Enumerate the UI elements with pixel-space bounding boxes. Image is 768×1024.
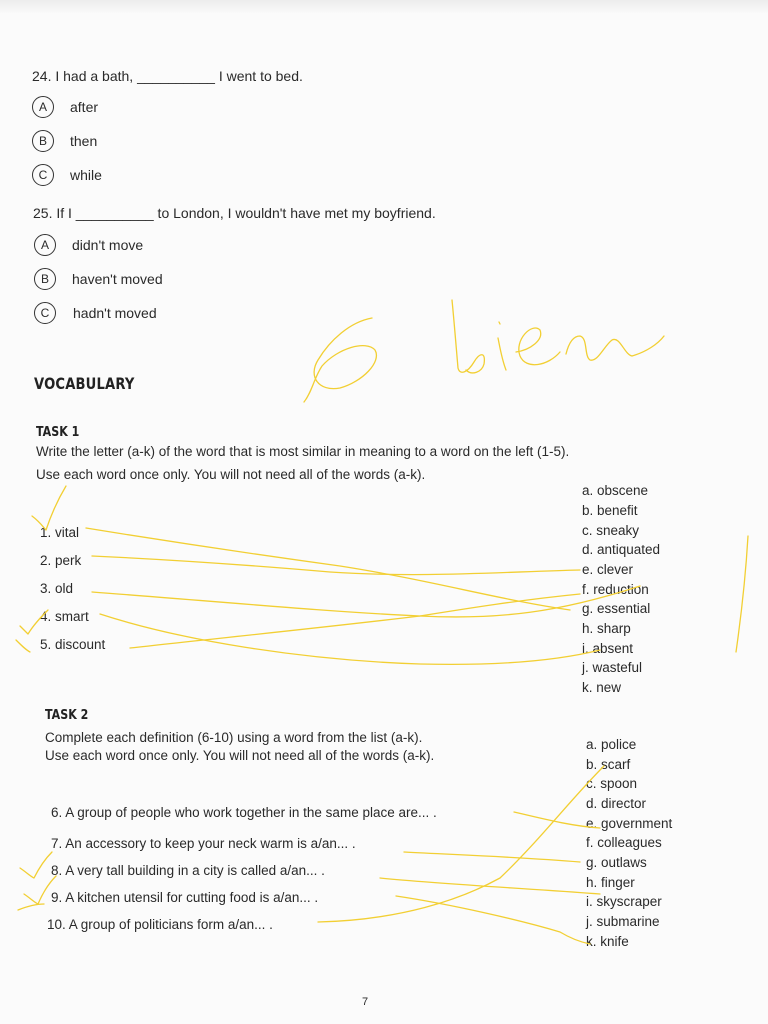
task2-choice-f: f. colleagues bbox=[586, 835, 662, 850]
task1-instruction-line2: Use each word once only. You will not need all of the words (a-k). bbox=[36, 467, 426, 482]
match-line-10 bbox=[318, 766, 604, 922]
task2-item-10: 10. A group of politicians form a/an... . bbox=[47, 917, 273, 932]
check-mark-1 bbox=[32, 486, 66, 530]
task2-choice-j: j. submarine bbox=[586, 914, 660, 929]
q25-option-b-circle[interactable]: B bbox=[34, 268, 56, 290]
task1-item-3: 3. old bbox=[40, 581, 74, 596]
handwriting-6 bbox=[304, 318, 376, 402]
check-mark-5 bbox=[16, 640, 30, 652]
task1-item-5: 5. discount bbox=[40, 637, 106, 652]
match-line-5 bbox=[130, 594, 580, 648]
match-line-4 bbox=[100, 614, 600, 664]
task2-instruction-line2: Use each word once only. You will not need all of the words (a-k). bbox=[45, 748, 435, 763]
task1-choice-d: d. antiquated bbox=[582, 542, 661, 557]
task1-choice-f: f. reduction bbox=[582, 582, 649, 597]
task2-choice-c: c. spoon bbox=[586, 776, 638, 791]
task1-item-2: 2. perk bbox=[40, 553, 82, 568]
handwriting-b bbox=[452, 300, 484, 373]
q24-option-b-text: then bbox=[70, 133, 98, 149]
task1-side-mark bbox=[736, 536, 748, 652]
task1-choice-k: k. new bbox=[582, 680, 622, 695]
check-mark-10 bbox=[18, 904, 44, 910]
q24-option-b-circle[interactable]: B bbox=[32, 130, 54, 152]
q25-option-b-text: haven't moved bbox=[72, 271, 163, 287]
q25-option-a-circle[interactable]: A bbox=[34, 234, 56, 256]
task2-item-9: 9. A kitchen utensil for cutting food is a/an... . bbox=[51, 890, 319, 905]
match-line-8 bbox=[380, 878, 600, 894]
task1-title: TASK 1 bbox=[36, 425, 80, 440]
task2-item-7: 7. An accessory to keep your neck warm is a/an... . bbox=[51, 836, 356, 851]
scan-shadow bbox=[0, 0, 768, 14]
q24-option-c-text: while bbox=[70, 167, 102, 183]
task2-choice-h: h. finger bbox=[586, 875, 635, 890]
task2-item-6: 6. A group of people who work together in the same place are... . bbox=[51, 805, 437, 820]
task2-choice-b: b. scarf bbox=[586, 757, 631, 772]
task2-choice-k: k. knife bbox=[586, 934, 629, 949]
task1-choice-b: b. benefit bbox=[582, 503, 638, 518]
task1-instruction-line1: Write the letter (a-k) of the word that is most similar in meaning to a word on the left (1-5). bbox=[36, 444, 570, 459]
vocabulary-heading: VOCABULARY bbox=[34, 374, 135, 393]
question-25-prompt: 25. If I __________ to London, I wouldn't have met my boyfriend. bbox=[33, 205, 436, 221]
match-line-9 bbox=[396, 896, 590, 944]
match-line-2 bbox=[92, 556, 580, 575]
match-line-3 bbox=[92, 586, 640, 617]
match-line-7 bbox=[404, 852, 580, 862]
page-number: 7 bbox=[362, 996, 369, 1008]
match-line-1 bbox=[86, 528, 570, 610]
task2-choice-e: e. government bbox=[586, 816, 673, 831]
task1-item-4: 4. smart bbox=[40, 609, 89, 624]
task1-choice-j: j. wasteful bbox=[582, 660, 643, 675]
task2-choice-i: i. skyscraper bbox=[586, 894, 662, 909]
handwriting-n bbox=[566, 336, 664, 360]
handwriting-i bbox=[498, 322, 506, 370]
task2-choice-g: g. outlaws bbox=[586, 855, 647, 870]
task1-choice-c: c. sneaky bbox=[582, 523, 640, 538]
q25-option-c-text: hadn't moved bbox=[73, 305, 157, 321]
q25-option-a-text: didn't move bbox=[72, 237, 144, 253]
handwriting-e bbox=[516, 328, 560, 365]
task1-choice-g: g. essential bbox=[582, 601, 651, 616]
task2-item-8: 8. A very tall building in a city is called a/an... . bbox=[51, 863, 325, 878]
task1-choice-e: e. clever bbox=[582, 562, 634, 577]
task1-choice-a: a. obscene bbox=[582, 483, 649, 498]
task2-instruction-line1: Complete each definition (6-10) using a word from the list (a-k). bbox=[45, 730, 423, 745]
task1-choice-h: h. sharp bbox=[582, 621, 631, 636]
q24-option-a-circle[interactable]: A bbox=[32, 96, 54, 118]
q25-option-c-circle[interactable]: C bbox=[34, 302, 56, 324]
question-24-prompt: 24. I had a bath, __________ I went to bed. bbox=[32, 68, 303, 84]
task1-choice-i: i. absent bbox=[582, 641, 634, 656]
check-mark-8 bbox=[20, 852, 52, 878]
task2-choice-d: d. director bbox=[586, 796, 647, 811]
q24-option-c-circle[interactable]: C bbox=[32, 164, 54, 186]
q24-option-a-text: after bbox=[70, 99, 99, 115]
task2-choice-a: a. police bbox=[586, 737, 637, 752]
task2-title: TASK 2 bbox=[45, 708, 89, 723]
task1-item-1: 1. vital bbox=[40, 525, 80, 540]
